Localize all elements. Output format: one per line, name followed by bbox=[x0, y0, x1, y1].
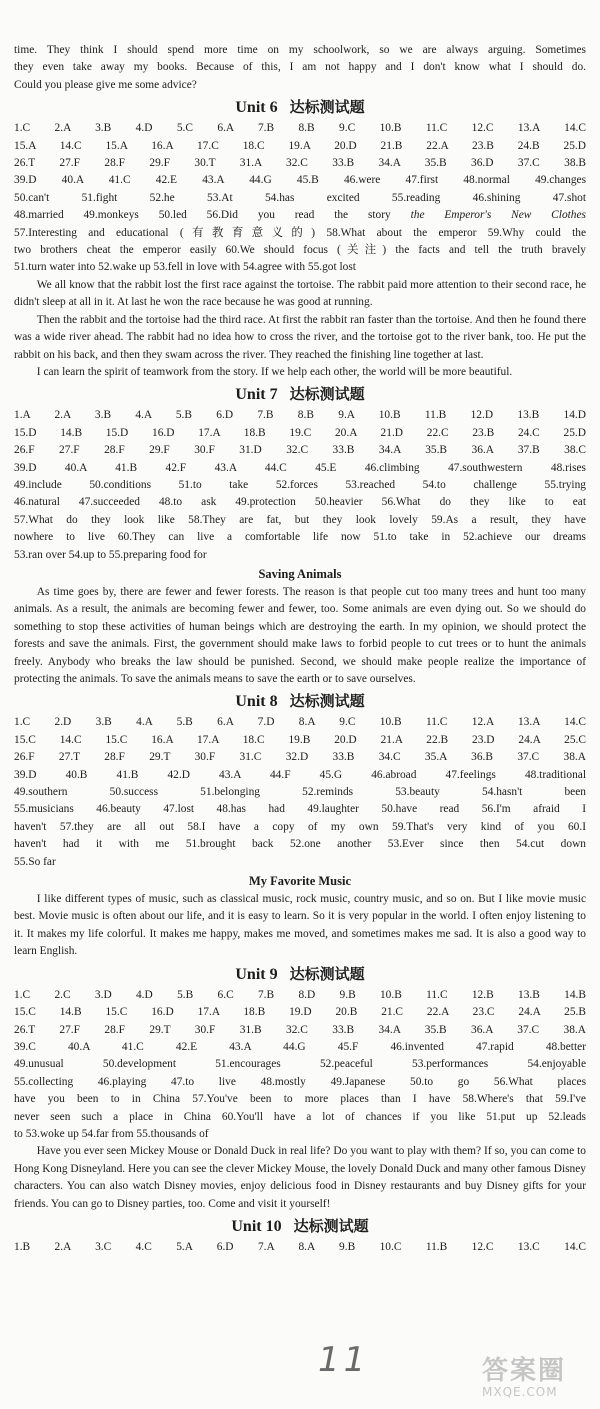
unit-title: Unit 8 bbox=[235, 693, 278, 711]
answer-line: 1.A 2.A 3.B 4.A 5.B 6.D 7.B 8.B 9.A 10.B 11.B 12.D 13.B 14.D bbox=[14, 409, 586, 422]
answer-line: to 53.woke up 54.far from 55.thousands of bbox=[14, 1127, 209, 1140]
answer-line: 39.D 40.A 41.C 42.E 43.A 44.G 45.B 46.were 47.first 48.normal 49.changes bbox=[14, 174, 586, 187]
essay-paragraph: We all know that the rabbit lost the first race against the tortoise. The rabbit paid more attention to their second race, he didn't sleep at all in it. At last he won the race because he was good at running. bbox=[14, 278, 586, 309]
answer-line bbox=[14, 207, 586, 224]
unit-6-essay bbox=[14, 277, 586, 381]
unit-8-answers bbox=[14, 714, 586, 871]
intro-text bbox=[14, 42, 586, 94]
watermark-logo bbox=[482, 1357, 592, 1403]
answer-line: 55.So far bbox=[14, 855, 56, 868]
answer-line: 50.can't 51.fight 52.he 53.At 54.has excited 55.reading 46.shining 47.shot bbox=[14, 191, 586, 204]
answer-line: never seen such a place in China 60.You'll have a lot of chances if you like 51.put up 52.leads bbox=[14, 1110, 586, 1123]
unit-subtitle: 达标测试题 bbox=[289, 385, 365, 404]
text-line: Could you please give me some advice? bbox=[14, 78, 197, 91]
answer-line: haven't 57.they are all out 58.I have a copy of my own 59.That's very kind of you 60.I bbox=[14, 820, 586, 833]
unit-subtitle: 达标测试题 bbox=[289, 98, 365, 117]
answer-line: 26.F 27.F 28.F 29.F 30.F 31.D 32.C 33.B 34.A 35.B 36.A 37.B 38.C bbox=[14, 444, 586, 457]
answer-line: 15.D 14.B 15.D 16.D 17.A 18.B 19.C 20.A 21.D 22.C 23.B 24.C 25.D bbox=[14, 426, 586, 439]
answer-line: 49.southern 50.success 51.belonging 52.reminds 53.beauty 54.hasn't been bbox=[14, 786, 586, 799]
essay-title: My Favorite Music bbox=[248, 874, 352, 889]
unit-9-heading bbox=[14, 962, 586, 987]
unit-7-essay bbox=[14, 584, 586, 688]
answer-line: 46.natural 47.succeeded 48.to ask 49.protection 50.heavier 56.What do they like to eat bbox=[14, 496, 586, 509]
text-line: they even take away my books. Because of this, I am not happy and I don't know what I should do. bbox=[14, 61, 586, 74]
answer-line: 55.collecting 46.playing 47.to live 48.mostly 49.Japanese 50.to go 56.What places bbox=[14, 1075, 586, 1088]
unit-subtitle: 达标测试题 bbox=[289, 692, 365, 711]
answer-line: 26.T 27.F 28.F 29.T 30.F 31.B 32.C 33.B 34.A 35.B 36.A 37.C 38.A bbox=[14, 1023, 586, 1036]
essay-title: Saving Animals bbox=[258, 566, 342, 581]
unit-subtitle: 达标测试题 bbox=[289, 964, 365, 983]
answer-line: 1.C 2.C 3.D 4.D 5.B 6.C 7.B 8.D 9.B 10.B 11.C 12.B 13.B 14.B bbox=[14, 988, 586, 1001]
watermark-url: MXQE.COM bbox=[482, 1385, 558, 1399]
unit-title: Unit 9 bbox=[235, 965, 278, 983]
answer-line: 15.A 14.C 15.A 16.A 17.C 18.C 19.A 20.D 21.B 22.A 23.B 24.B 25.D bbox=[14, 139, 586, 152]
answer-line: 15.C 14.C 15.C 16.A 17.A 18.C 19.B 20.D 21.A 22.B 23.D 24.A 25.C bbox=[14, 733, 586, 746]
unit-6-heading bbox=[14, 95, 586, 120]
answer-line: 55.musicians 46.beauty 47.lost 48.has had 49.laughter 50.have read 56.I'm afraid I bbox=[14, 803, 586, 816]
answer-line: 39.D 40.A 41.B 42.F 43.A 44.C 45.E 46.climbing 47.southwestern 48.rises bbox=[14, 461, 586, 474]
text-line: time. They think I should spend more time on my schoolwork, so we are always arguing. Sometimes bbox=[14, 44, 586, 56]
answer-line: two brothers cheat the emperor easily 60.We should focus (关注) the facts and tell the truth bravely bbox=[14, 244, 586, 257]
unit-7-answers bbox=[14, 407, 586, 564]
essay-paragraph: I like different types of music, such as classical music, rock music, country music, and so on. But I like movie music best. Movie music is often about our life, and it is easy to learn. So it is very popular in the world. I often enjoy listening to it. It makes my life colorful. It makes me happy, makes me moved, and sometimes makes me sad. It is also a good way to learn English. bbox=[14, 893, 586, 958]
unit-title: Unit 6 bbox=[235, 99, 278, 117]
unit-title: Unit 10 bbox=[231, 1217, 282, 1235]
answer-line: 39.C 40.A 41.C 42.E 43.A 44.G 45.F 46.invented 47.rapid 48.better bbox=[14, 1040, 586, 1053]
unit-8-heading bbox=[14, 689, 586, 714]
page-content bbox=[14, 42, 586, 1256]
watermark-text: 答案圈 bbox=[482, 1356, 567, 1386]
answer-line: 26.T 27.F 28.F 29.F 30.T 31.A 32.C 33.B 34.A 35.B 36.D 37.C 38.B bbox=[14, 157, 586, 170]
unit-9-answers bbox=[14, 987, 586, 1144]
answer-line-text: 48.married 49.monkeys 50.led 56.Did you read the story bbox=[14, 209, 391, 222]
unit-10-heading bbox=[14, 1214, 586, 1239]
answer-line: 49.unusual 50.development 51.encourages 52.peaceful 53.performances 54.enjoyable bbox=[14, 1058, 586, 1071]
unit-9-essay bbox=[14, 1143, 586, 1213]
answer-line: 57.What do they look like 58.They are fat, but they look lovely 59.As a result, they have bbox=[14, 513, 586, 526]
answer-line: 39.D 40.B 41.B 42.D 43.A 44.F 45.G 46.abroad 47.feelings 48.traditional bbox=[14, 768, 586, 781]
story-title: the Emperor's New Clothes bbox=[410, 209, 586, 222]
answer-line: 1.B 2.A 3.C 4.C 5.A 6.D 7.A 8.A 9.B 10.C 11.B 12.C 13.C 14.C bbox=[14, 1240, 586, 1253]
answer-line: nowhere to live 60.They can live a comfortable life now 51.to take in 52.achieve our dreams bbox=[14, 531, 586, 544]
unit-subtitle: 达标测试题 bbox=[293, 1216, 369, 1235]
unit-10-answers bbox=[14, 1239, 586, 1256]
essay-paragraph: Then the rabbit and the tortoise had the third race. At first the rabbit ran faster than the tortoise. And then he found there was a wide river ahead. The rabbit had no idea how to cross the river, and the tortoise got to the river bank, too. He put the rabbit on his back, and then they swam across the river. They reached the finishing line together at last. bbox=[14, 313, 586, 361]
answer-line: 57.Interesting and educational (有教育意义的) 58.What about the emperor 59.Why could the bbox=[14, 226, 586, 239]
answer-line: 53.ran over 54.up to 55.preparing food for bbox=[14, 548, 207, 561]
answer-line: 51.turn water into 52.wake up 53.fell in love with 54.agree with 55.got lost bbox=[14, 261, 356, 274]
answer-line: 1.C 2.D 3.B 4.A 5.B 6.A 7.D 8.A 9.C 10.B 11.C 12.A 13.A 14.C bbox=[14, 716, 586, 729]
answer-line: have you been to in China 57.You've been to more places than I have 58.Where's that 59.I've bbox=[14, 1093, 586, 1106]
essay-paragraph: I can learn the spirit of teamwork from the story. If we help each other, the world will be more beautiful. bbox=[36, 365, 513, 378]
unit-6-answers bbox=[14, 120, 586, 277]
answer-line: 26.F 27.T 28.F 29.T 30.F 31.C 32.D 33.B 34.C 35.A 36.B 37.C 38.A bbox=[14, 751, 586, 764]
answer-line: 15.C 14.B 15.C 16.D 17.A 18.B 19.D 20.B 21.C 22.A 23.C 24.A 25.B bbox=[14, 1006, 586, 1019]
page-number: 11 bbox=[318, 1340, 370, 1380]
unit-7-heading bbox=[14, 382, 586, 407]
unit-title: Unit 7 bbox=[235, 386, 278, 404]
answer-line: 1.C 2.A 3.B 4.D 5.C 6.A 7.B 8.B 9.C 10.B 11.C 12.C 13.A 14.C bbox=[14, 122, 586, 135]
essay-paragraph: Have you ever seen Mickey Mouse or Donald Duck in real life? Do you want to play with them? If so, you can come to Hong Kong Disneyland. Here you can see the clever Mickey Mouse, the lovely Donald Duck and many other famous Disney characters. You can also watch Disney movies, enjoy delicious food in Disney restaurants and buy Disney gifts for your friends. You can go to Disney parties, too. Come and visit it yourself! bbox=[14, 1145, 586, 1210]
answer-line: 49.include 50.conditions 51.to take 52.forces 53.reached 54.to challenge 55.trying bbox=[14, 478, 586, 491]
unit-8-essay bbox=[14, 891, 586, 961]
answer-line: haven't had it with me 51.brought back 52.one another 53.Ever since then 54.cut down bbox=[14, 838, 586, 851]
essay-paragraph: As time goes by, there are fewer and fewer forests. The reason is that people cut too many trees and hunt too many animals. As a result, the animals are becoming fewer and fewer, too. Some animals are even dying out. So we should do something to stop these activities of human beings which are destroying the earth. In my opinion, we should protect the forests and save the animals. First, the government should make laws to forbid people to cut trees or to hunt the animals freely. Anybody who breaks the law should be punished. Second, we should make people realize the importance of protecting the animals. To save the animals means to save the earth or to save ourselves. bbox=[14, 585, 586, 685]
